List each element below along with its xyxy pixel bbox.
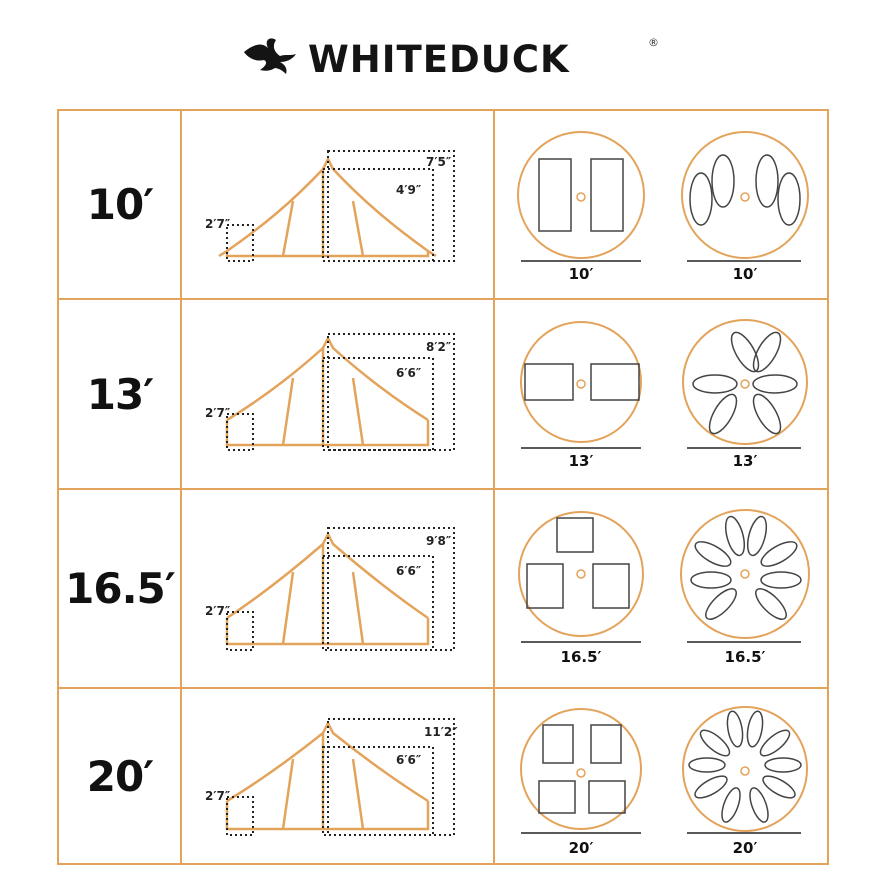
wall-height-label: 2′7″ <box>205 406 231 420</box>
peak-height-label: 9′8″ <box>426 534 452 548</box>
bell-tent-icon <box>183 490 494 687</box>
floor-width-label: 13′ <box>732 452 758 470</box>
tent-profile <box>183 689 494 863</box>
inner-height-label: 6′6″ <box>396 366 422 380</box>
table-row <box>59 490 827 687</box>
inner-height-label: 6′6″ <box>396 753 422 767</box>
brand-logo <box>240 34 660 86</box>
wall-height-label: 2′7″ <box>205 604 231 618</box>
tent-size-label: 13′ <box>86 369 154 419</box>
size-comparison-table <box>57 109 829 865</box>
wall-height-label: 2′7″ <box>205 789 231 803</box>
wall-height-label: 2′7″ <box>205 217 231 231</box>
floor-width-label: 16.5′ <box>560 648 602 666</box>
floor-plan-sleeping-bags-icon <box>495 689 829 863</box>
duck-logo-icon <box>240 34 302 84</box>
floor-width-label: 10′ <box>568 265 594 283</box>
inner-height-label: 4′9″ <box>396 183 422 197</box>
floor-width-label: 20′ <box>568 839 594 857</box>
brand-name: WHITEDUCK <box>308 38 570 81</box>
peak-height-label: 11′2″ <box>424 725 458 739</box>
floor-layouts <box>495 300 829 488</box>
bell-tent-icon <box>183 300 494 488</box>
tent-size-label: 20′ <box>86 751 154 801</box>
registered-mark: ® <box>648 36 659 49</box>
peak-height-label: 8′2″ <box>426 340 452 354</box>
peak-height-label: 7′5″ <box>426 155 452 169</box>
tent-profile <box>183 300 494 488</box>
floor-width-label: 10′ <box>732 265 758 283</box>
table-row <box>59 111 827 298</box>
bell-tent-icon <box>183 689 494 863</box>
table-row <box>59 689 827 863</box>
table-row <box>59 300 827 488</box>
floor-layouts <box>495 111 829 298</box>
floor-width-label: 20′ <box>732 839 758 857</box>
tent-profile <box>183 111 494 298</box>
tent-profile <box>183 490 494 687</box>
tent-size-label: 16.5′ <box>65 564 175 613</box>
bell-tent-icon <box>183 111 494 298</box>
floor-width-label: 16.5′ <box>724 648 766 666</box>
floor-layouts <box>495 490 829 687</box>
inner-height-label: 6′6″ <box>396 564 422 578</box>
floor-layouts <box>495 689 829 863</box>
tent-size-label: 10′ <box>86 180 154 229</box>
floor-width-label: 13′ <box>568 452 594 470</box>
